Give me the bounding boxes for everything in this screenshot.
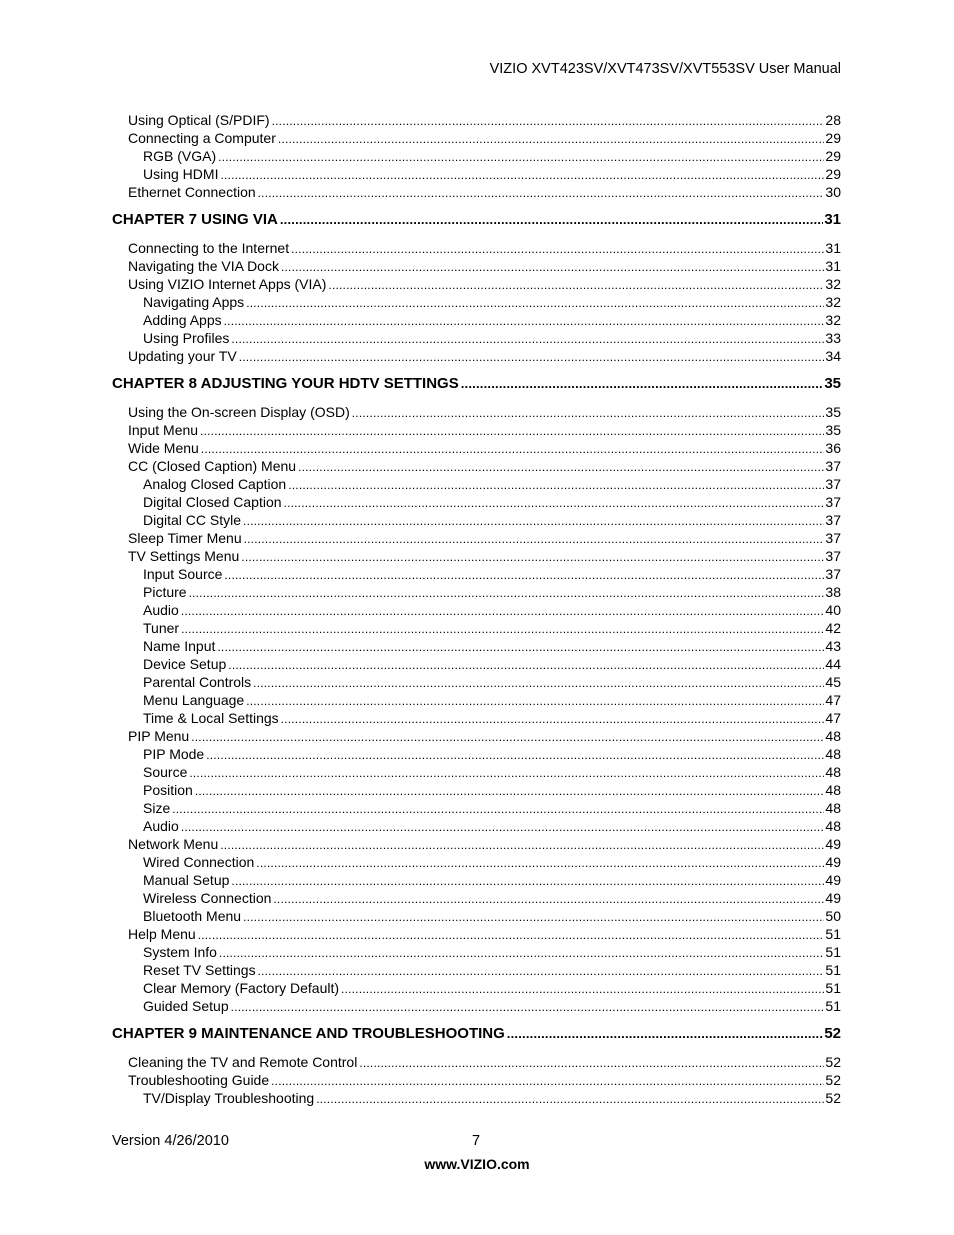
toc-entry-page: 33 [825, 330, 841, 346]
toc-entry[interactable] [143, 293, 841, 312]
dot-leader [239, 348, 825, 366]
toc-entry-page: 50 [825, 908, 841, 924]
toc-entry[interactable] [128, 347, 841, 366]
dot-leader [189, 764, 824, 782]
dot-leader [217, 638, 824, 656]
toc-entry-title: Parental Controls [143, 674, 252, 690]
dot-leader [195, 782, 825, 800]
dot-leader [200, 422, 824, 440]
toc-entry-title: Wireless Connection [143, 890, 272, 906]
toc-entry[interactable] [143, 997, 841, 1016]
toc-entry-title: PIP Menu [128, 728, 190, 744]
toc-entry[interactable] [143, 673, 841, 692]
dot-leader [256, 854, 824, 872]
toc-entry[interactable] [143, 637, 841, 656]
toc-entry-page: 51 [825, 926, 841, 942]
toc-entry-title: Reset TV Settings [143, 962, 256, 978]
dot-leader [189, 584, 825, 602]
toc-entry[interactable] [143, 853, 841, 872]
toc-entry[interactable] [143, 565, 841, 584]
toc-entry-title: Source [143, 764, 188, 780]
toc-entry-title: Network Menu [128, 836, 219, 852]
toc-entry[interactable] [143, 583, 841, 602]
dot-leader [253, 674, 824, 692]
toc-entry-page: 30 [825, 184, 841, 200]
dot-leader [243, 512, 824, 530]
toc-entry[interactable] [143, 329, 841, 348]
dot-leader [278, 130, 825, 148]
toc-entry-title: Guided Setup [143, 998, 229, 1014]
toc-entry-title: Picture [143, 584, 187, 600]
dot-leader [316, 1090, 824, 1108]
toc-entry-title: Name Input [143, 638, 216, 654]
toc-entry-page: 32 [825, 276, 841, 292]
toc-entry-title: Manual Setup [143, 872, 230, 888]
toc-entry-page: 52 [825, 1090, 841, 1106]
toc-entry-title: Using Optical (S/PDIF) [128, 112, 270, 128]
toc-entry[interactable] [143, 979, 841, 998]
toc-entry-title: System Info [143, 944, 217, 960]
dot-leader [271, 1072, 824, 1090]
toc-entry[interactable] [143, 709, 841, 728]
dot-leader [206, 746, 824, 764]
dot-leader [220, 836, 824, 854]
toc-entry-title: PIP Mode [143, 746, 205, 762]
toc-entry[interactable] [143, 493, 841, 512]
toc-entry[interactable] [128, 547, 841, 566]
toc-entry[interactable] [128, 727, 841, 746]
toc-entry-title: Size [143, 800, 171, 816]
toc-entry-page: 32 [825, 294, 841, 310]
dot-leader [352, 404, 825, 422]
toc-entry-page: 37 [825, 494, 841, 510]
toc-entry[interactable] [143, 745, 841, 764]
toc-entry-page: 49 [825, 890, 841, 906]
toc-entry-title: Digital CC Style [143, 512, 242, 528]
toc-entry-page: 48 [825, 818, 841, 834]
toc-entry-title: CHAPTER 9 MAINTENANCE AND TROUBLESHOOTING [112, 1025, 505, 1042]
toc-entry-page: 29 [825, 148, 841, 164]
toc-entry-title: Audio [143, 602, 179, 618]
manual-title: VIZIO XVT423SV/XVT473SV/XVT553SV User Manual [489, 61, 841, 77]
dot-leader [219, 944, 825, 962]
toc-entry-title: Digital Closed Caption [143, 494, 282, 510]
dot-leader [288, 476, 824, 494]
toc-entry[interactable] [143, 147, 841, 166]
toc-entry-title: CHAPTER 7 USING VIA [112, 211, 278, 228]
toc-entry-title: Input Source [143, 566, 223, 582]
toc-entry-title: Wired Connection [143, 854, 255, 870]
toc-entry[interactable] [128, 925, 841, 944]
toc-entry[interactable] [128, 257, 841, 276]
toc-entry-title: Device Setup [143, 656, 227, 672]
toc-chapter-entry[interactable] [112, 1025, 841, 1043]
toc-entry-title: Using Profiles [143, 330, 230, 346]
toc-entry[interactable] [143, 1089, 841, 1108]
toc-entry-page: 52 [825, 1072, 841, 1088]
toc-entry-page: 31 [824, 211, 841, 228]
toc-entry-page: 44 [825, 656, 841, 672]
toc-entry-page: 35 [824, 375, 841, 392]
toc-entry-page: 37 [825, 566, 841, 582]
toc-entry-page: 34 [825, 348, 841, 364]
toc-entry-page: 49 [825, 836, 841, 852]
toc-entry-page: 37 [825, 512, 841, 528]
toc-entry-page: 37 [825, 458, 841, 474]
toc-entry-title: Input Menu [128, 422, 199, 438]
toc-entry-title: Adding Apps [143, 312, 222, 328]
toc-entry-title: Tuner [143, 620, 180, 636]
dot-leader [172, 800, 824, 818]
toc-entry[interactable] [143, 943, 841, 962]
dot-leader [228, 656, 824, 674]
toc-entry-page: 36 [825, 440, 841, 456]
dot-leader [341, 980, 824, 998]
toc-entry-page: 31 [825, 258, 841, 274]
toc-entry-page: 35 [825, 404, 841, 420]
toc-entry-title: Connecting to the Internet [128, 240, 290, 256]
dot-leader [258, 184, 825, 202]
toc-entry-title: Bluetooth Menu [143, 908, 242, 924]
toc-entry-title: Using the On-screen Display (OSD) [128, 404, 350, 420]
dot-leader [241, 548, 824, 566]
toc-entry[interactable] [143, 781, 841, 800]
toc-entry-page: 52 [824, 1025, 841, 1042]
toc-entry-title: CC (Closed Caption) Menu [128, 458, 297, 474]
dot-leader [359, 1054, 824, 1072]
toc-entry[interactable] [143, 165, 841, 184]
toc-entry-page: 40 [825, 602, 841, 618]
toc-entry-title: Menu Language [143, 692, 245, 708]
toc-entry-title: Cleaning the TV and Remote Control [128, 1054, 358, 1070]
dot-leader [280, 211, 823, 229]
toc-entry[interactable] [143, 691, 841, 710]
toc-entry[interactable] [128, 1053, 841, 1072]
dot-leader [284, 494, 825, 512]
dot-leader [298, 458, 824, 476]
toc-chapter-entry[interactable] [112, 211, 841, 229]
dot-leader [224, 566, 824, 584]
toc-entry[interactable] [128, 529, 841, 548]
toc-entry-page: 48 [825, 728, 841, 744]
toc-entry-title: Using VIZIO Internet Apps (VIA) [128, 276, 327, 292]
toc-entry[interactable] [128, 439, 841, 458]
dot-leader [231, 872, 824, 890]
toc-entry-title: Sleep Timer Menu [128, 530, 242, 546]
toc-entry[interactable] [128, 403, 841, 422]
dot-leader [220, 166, 824, 184]
toc-entry[interactable] [128, 129, 841, 148]
dot-leader [181, 818, 825, 836]
dot-leader [181, 620, 824, 638]
dot-leader [243, 908, 824, 926]
toc-entry[interactable] [143, 817, 841, 836]
toc-entry[interactable] [143, 763, 841, 782]
toc-entry-page: 37 [825, 548, 841, 564]
toc-entry[interactable] [128, 835, 841, 854]
toc-entry-page: 48 [825, 764, 841, 780]
toc-entry-page: 32 [825, 312, 841, 328]
toc-entry-title: Updating your TV [128, 348, 237, 364]
toc-entry-page: 29 [825, 166, 841, 182]
toc-entry-page: 49 [825, 872, 841, 888]
toc-entry-title: RGB (VGA) [143, 148, 217, 164]
toc-entry[interactable] [143, 511, 841, 530]
dot-leader [281, 258, 824, 276]
toc-entry-page: 45 [825, 674, 841, 690]
website-url: www.VIZIO.com [424, 1156, 530, 1172]
dot-leader [258, 962, 825, 980]
toc-entry-page: 43 [825, 638, 841, 654]
toc-entry-title: Time & Local Settings [143, 710, 279, 726]
toc-entry-title: Analog Closed Caption [143, 476, 287, 492]
toc-entry-title: Navigating Apps [143, 294, 245, 310]
dot-leader [328, 276, 824, 294]
toc-entry-page: 29 [825, 130, 841, 146]
dot-leader [198, 926, 825, 944]
dot-leader [181, 602, 825, 620]
toc-entry-title: Using HDMI [143, 166, 219, 182]
toc-chapter-entry[interactable] [112, 375, 841, 393]
toc-entry-title: Help Menu [128, 926, 196, 942]
toc-entry[interactable] [143, 601, 841, 620]
dot-leader [218, 148, 824, 166]
toc-entry-page: 51 [825, 944, 841, 960]
toc-entry-page: 51 [825, 998, 841, 1014]
toc-entry[interactable] [128, 183, 841, 202]
toc-entry-page: 48 [825, 782, 841, 798]
dot-leader [461, 375, 824, 393]
toc-entry[interactable] [128, 239, 841, 258]
toc-entry-title: Audio [143, 818, 179, 834]
toc-entry-title: CHAPTER 8 ADJUSTING YOUR HDTV SETTINGS [112, 375, 459, 392]
toc-entry-title: Clear Memory (Factory Default) [143, 980, 340, 996]
toc-entry-title: Wide Menu [128, 440, 199, 456]
toc-entry-page: 31 [825, 240, 841, 256]
toc-entry-title: Navigating the VIA Dock [128, 258, 279, 274]
dot-leader [272, 112, 825, 130]
toc-entry[interactable] [128, 457, 841, 476]
toc-entry-page: 48 [825, 746, 841, 762]
toc-entry[interactable] [143, 475, 841, 494]
toc-entry-page: 28 [825, 112, 841, 128]
toc-entry-page: 38 [825, 584, 841, 600]
toc-entry[interactable] [128, 1071, 841, 1090]
dot-leader [231, 330, 824, 348]
page-number: 7 [472, 1133, 481, 1149]
toc-entry[interactable] [143, 889, 841, 908]
toc-entry[interactable] [143, 311, 841, 330]
toc-entry-title: Position [143, 782, 193, 798]
toc-entry-page: 37 [825, 476, 841, 492]
toc-entry-title: TV/Display Troubleshooting [143, 1090, 315, 1106]
toc-entry-page: 47 [825, 692, 841, 708]
dot-leader [246, 294, 824, 312]
dot-leader [244, 530, 825, 548]
dot-leader [201, 440, 825, 458]
version-label: Version 4/26/2010 [112, 1133, 229, 1149]
toc-entry-page: 35 [825, 422, 841, 438]
toc-entry-page: 51 [825, 962, 841, 978]
toc-entry[interactable] [143, 619, 841, 638]
toc-entry-title: Troubleshooting Guide [128, 1072, 270, 1088]
dot-leader [246, 692, 824, 710]
toc-entry-page: 37 [825, 530, 841, 546]
dot-leader [273, 890, 824, 908]
toc-entry-page: 49 [825, 854, 841, 870]
toc-entry[interactable] [128, 275, 841, 294]
toc-entry[interactable] [143, 907, 841, 926]
toc-entry-title: Connecting a Computer [128, 130, 276, 146]
dot-leader [507, 1025, 824, 1043]
toc-entry[interactable] [143, 799, 841, 818]
toc-entry-page: 51 [825, 980, 841, 996]
toc-entry[interactable] [143, 655, 841, 674]
toc-entry-page: 47 [825, 710, 841, 726]
toc-entry[interactable] [143, 871, 841, 890]
toc-entry-title: TV Settings Menu [128, 548, 240, 564]
toc-entry-page: 48 [825, 800, 841, 816]
dot-leader [291, 240, 824, 258]
toc-entry-page: 42 [825, 620, 841, 636]
dot-leader [281, 710, 825, 728]
toc-entry[interactable] [128, 111, 841, 130]
dot-leader [231, 998, 825, 1016]
dot-leader [224, 312, 825, 330]
toc-entry-page: 52 [825, 1054, 841, 1070]
toc-entry[interactable] [143, 961, 841, 980]
dot-leader [191, 728, 824, 746]
toc-entry[interactable] [128, 421, 841, 440]
toc-entry-title: Ethernet Connection [128, 184, 256, 200]
